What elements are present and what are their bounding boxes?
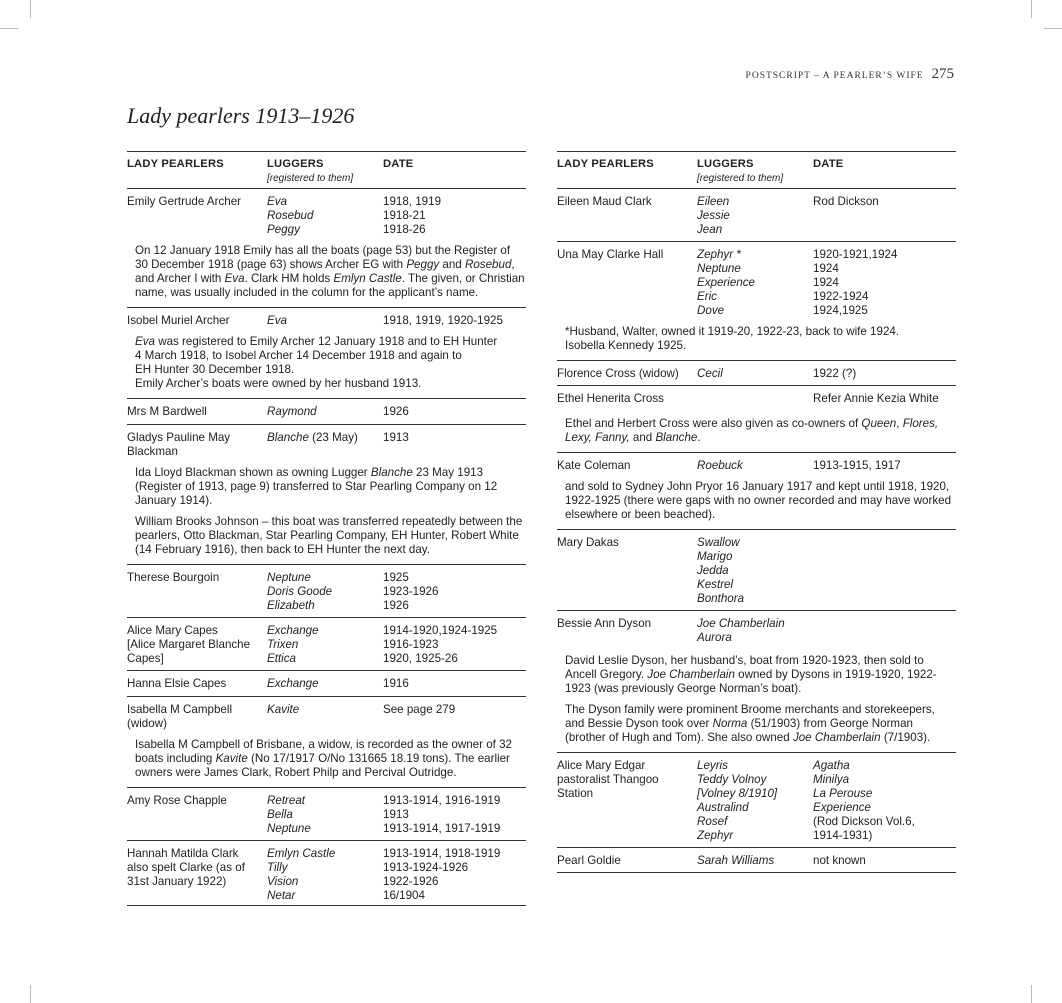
pearler-name: Mrs M Bardwell bbox=[127, 405, 207, 418]
table-row bbox=[127, 618, 526, 671]
header-date: DATE bbox=[383, 158, 414, 170]
pearler-name: Alice Mary Edgar pastoralist Thangoo Station bbox=[557, 759, 659, 800]
table-row bbox=[127, 841, 526, 906]
pearler-name: Florence Cross (widow) bbox=[557, 367, 679, 380]
date-list: 1913 bbox=[383, 431, 409, 444]
header-lady-pearlers: LADY PEARLERS bbox=[127, 158, 224, 170]
header-luggers-sub: [registered to them] bbox=[267, 173, 354, 184]
left-table bbox=[127, 151, 526, 906]
row-note: Ethel and Herbert Cross were also given as co-owners of Queen, Flores, Lexy, Fanny, and Blanche. bbox=[557, 410, 956, 453]
date-list: 1916 bbox=[383, 677, 409, 690]
date-list: 1914-1920,1924-1925 1916-1923 1920, 1925-26 bbox=[383, 624, 498, 665]
right-table bbox=[557, 151, 956, 873]
date-list: 1920-1921,1924 1924 1924 1922-1924 1924,1925 bbox=[813, 248, 898, 317]
table-row bbox=[557, 189, 956, 242]
lugger-list: Eva Rosebud Peggy bbox=[267, 195, 314, 236]
pearler-name: Ethel Henerita Cross bbox=[557, 392, 664, 405]
date-list: 1918, 1919 1918-21 1918-26 bbox=[383, 195, 442, 236]
header-lady-pearlers: LADY PEARLERS bbox=[557, 158, 654, 170]
header-date: DATE bbox=[813, 158, 844, 170]
pearler-name: Emily Gertrude Archer bbox=[127, 195, 242, 208]
date-list: Rod Dickson bbox=[813, 195, 879, 208]
table-row bbox=[127, 308, 526, 328]
pearler-name: Alice Mary Capes [Alice Margaret Blanche Capes] bbox=[127, 624, 251, 665]
table-row bbox=[557, 386, 956, 410]
running-header bbox=[746, 67, 954, 83]
date-list: not known bbox=[813, 854, 866, 867]
crop-mark bbox=[30, 0, 31, 18]
pearler-name: Eileen Maud Clark bbox=[557, 195, 652, 208]
table-row bbox=[127, 189, 526, 237]
table-row bbox=[127, 399, 526, 425]
date-list: 1913-1914, 1918-1919 1913-1924-1926 1922-1926 16/1904 bbox=[383, 847, 501, 902]
lugger-list: Zephyr * Neptune Experience Eric Dove bbox=[697, 248, 756, 317]
lugger-list: Blanche (23 May) bbox=[267, 431, 358, 444]
date-list: 1913-1914, 1916-1919 1913 1913-1914, 1917-1919 bbox=[383, 794, 501, 835]
table-row bbox=[127, 697, 526, 731]
lugger-list: Swallow Marigo Jedda Kestrel Bonthora bbox=[697, 536, 745, 605]
page-title: Lady pearlers 1913–1926 bbox=[127, 103, 355, 128]
row-note: *Husband, Walter, owned it 1919-20, 1922-23, back to wife 1924. Isobella Kennedy 1925. bbox=[557, 318, 956, 361]
page-number: 275 bbox=[931, 66, 954, 82]
lugger-list: Emlyn Castle Tilly Vision Netar bbox=[267, 847, 336, 902]
lugger-list: Roebuck bbox=[697, 459, 743, 472]
pearler-name: Isabella M Campbell (widow) bbox=[127, 703, 233, 730]
table-row bbox=[557, 361, 956, 386]
table-row bbox=[127, 671, 526, 697]
lugger-list: Retreat Bella Neptune bbox=[267, 794, 311, 835]
pearler-name: Mary Dakas bbox=[557, 536, 619, 549]
row-note: Eva was registered to Emily Archer 12 January 1918 and to EH Hunter 4 March 1918, to Isobel Archer 14 December 1918 and again to EH Hunter 30 December 1918. Emily Archer’s boats were owned by her husband 1913. bbox=[127, 328, 526, 399]
pearler-name: Hannah Matilda Clark also spelt Clarke (as of 31st January 1922) bbox=[127, 847, 245, 888]
pearler-name: Bessie Ann Dyson bbox=[557, 617, 652, 630]
lugger-list: Kavite bbox=[267, 703, 300, 716]
date-list: 1922 (?) bbox=[813, 367, 857, 380]
pearler-name: Amy Rose Chapple bbox=[127, 794, 227, 807]
crop-mark bbox=[30, 985, 31, 1003]
row-note: David Leslie Dyson, her husband’s, boat from 1920-1923, then sold to Ancell Gregory. Joe Chamberlain owned by Dysons in 1919-1920, 1922-1923 (was previously George Norman’s boat). The Dyson family were prominent Broome merchants and storekeepers, and Bessie Dyson took over Norma (51/1903) from George Norman (brother of Hugh and Tom). She also owned Joe Chamberlain (7/1903). bbox=[557, 647, 956, 753]
table-header bbox=[557, 151, 956, 189]
date-list: 1918, 1919, 1920-1925 bbox=[383, 314, 503, 327]
crop-mark bbox=[1044, 28, 1062, 29]
table-row bbox=[557, 530, 956, 611]
table-row bbox=[127, 788, 526, 841]
date-list: See page 279 bbox=[383, 703, 456, 716]
table-row bbox=[127, 425, 526, 459]
lugger-list: Exchange Trixen Ettica bbox=[267, 624, 319, 665]
pearler-name: Therese Bourgoin bbox=[127, 571, 220, 584]
lugger-list: Sarah Williams bbox=[697, 854, 775, 867]
pearler-name: Hanna Elsie Capes bbox=[127, 677, 227, 690]
date-list: Refer Annie Kezia White bbox=[813, 392, 939, 405]
table-row bbox=[557, 453, 956, 473]
row-note: On 12 January 1918 Emily has all the boats (page 53) but the Register of 30 December 1918 (page 63) shows Archer EG with Peggy and Rosebud, and Archer I with Eva. Clark HM holds Emlyn Castle. The given, or Christian name, was usually included in the column for the applicant’s name. bbox=[127, 237, 526, 308]
date-list: 1913-1915, 1917 bbox=[813, 459, 901, 472]
lugger-list: Eileen Jessie Jean bbox=[697, 195, 730, 236]
crop-mark bbox=[1031, 985, 1032, 1003]
table-row bbox=[557, 611, 956, 647]
pearler-name: Una May Clarke Hall bbox=[557, 248, 664, 261]
pearler-name: Pearl Goldie bbox=[557, 854, 621, 867]
lugger-list: Eva bbox=[267, 314, 287, 327]
lugger-list: Exchange bbox=[267, 677, 319, 690]
lugger-list: Cecil bbox=[697, 367, 723, 380]
table-row bbox=[127, 565, 526, 618]
running-title: POSTSCRIPT – A PEARLER’S WIFE bbox=[745, 71, 924, 81]
header-luggers-sub: [registered to them] bbox=[697, 173, 784, 184]
crop-mark bbox=[0, 28, 18, 29]
row-note: and sold to Sydney John Pryor 16 January 1917 and kept until 1918, 1920, 1922-1925 (there were gaps with no owner recorded and may have worked elsewhere or been beached). bbox=[557, 473, 956, 530]
lugger-list: Leyris Teddy Volnoy [Volney 8/1910] Australind Rosef Zephyr bbox=[697, 759, 778, 842]
header-luggers: LUGGERS [registered to them] bbox=[267, 157, 383, 185]
pearler-name: Gladys Pauline May Blackman bbox=[127, 431, 231, 458]
crop-mark bbox=[1031, 0, 1032, 18]
table-row bbox=[557, 753, 956, 848]
pearler-name: Kate Coleman bbox=[557, 459, 631, 472]
lugger-list: Joe Chamberlain Aurora bbox=[697, 617, 785, 644]
date-list: 1926 bbox=[383, 405, 409, 418]
table-header bbox=[127, 151, 526, 189]
header-luggers: LUGGERS [registered to them] bbox=[697, 157, 813, 185]
row-note: Ida Lloyd Blackman shown as owning Lugger Blanche 23 May 1913 (Register of 1913, page 9) transferred to Star Pearling Company on 12 January 1914). William Brooks Johnson – this boat was transferred repeatedly between the pearlers, Otto Blackman, Star Pearling Company, EH Hunter, Robert White (14 February 1916), then back to EH Hunter the next day. bbox=[127, 459, 526, 565]
table-row bbox=[557, 242, 956, 318]
table-row bbox=[557, 848, 956, 873]
date-list: 1925 1923-1926 1926 bbox=[383, 571, 439, 612]
date-list: Agatha Minilya La Perouse Experience (Rod Dickson Vol.6, 1914-1931) bbox=[813, 759, 915, 842]
row-note: Isabella M Campbell of Brisbane, a widow, is recorded as the owner of 32 boats including Kavite (No 17/1917 O/No 131665 18.19 tons). The earlier owners were James Clark, Robert Philp and Percival Outridge. bbox=[127, 731, 526, 788]
pearler-name: Isobel Muriel Archer bbox=[127, 314, 230, 327]
lugger-list: Raymond bbox=[267, 405, 317, 418]
lugger-list: Neptune Doris Goode Elizabeth bbox=[267, 571, 333, 612]
